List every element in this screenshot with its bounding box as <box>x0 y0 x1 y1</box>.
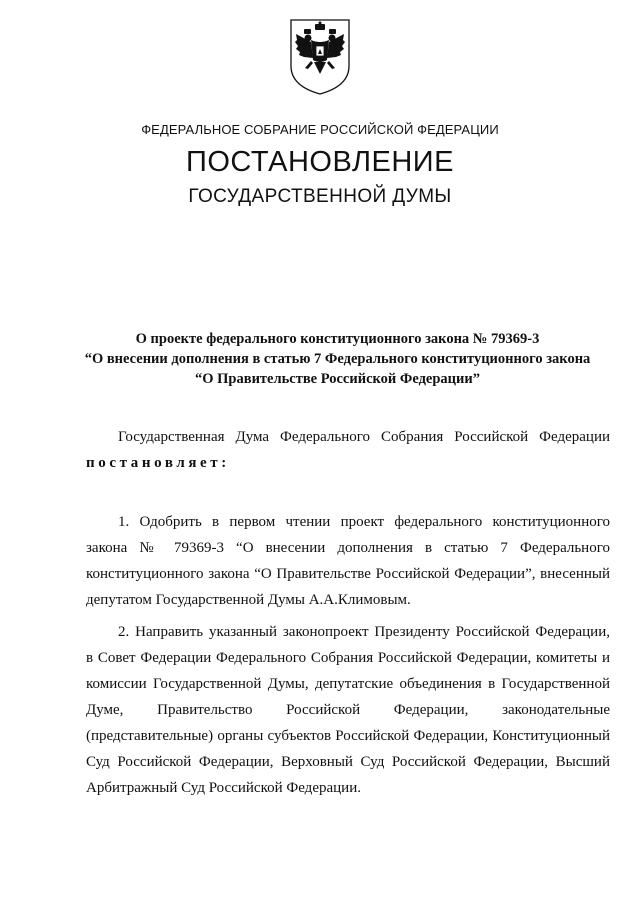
item-line: 2. Направить указанный законопроект Президенту Российской Федерации, <box>118 624 610 640</box>
resolution-subject <box>60 329 615 389</box>
subject-line: “О внесении дополнения в статью 7 Федерального конституционного закона <box>84 351 591 367</box>
resolution-items <box>86 509 610 801</box>
item-line: закона № 79369-3 “О внесении дополнения в статью 7 Федерального <box>86 540 610 556</box>
resolution-item-2 <box>86 619 610 801</box>
item-line: Арбитражный Суд Российской Федерации. <box>86 780 361 796</box>
document-type-title: ПОСТАНОВЛЕНИЕ <box>186 146 454 178</box>
item-line: (представительные) органы субъектов Российской Федерации, Конституционный <box>86 728 610 744</box>
item-line: Суд Российской Федерации, Верховный Суд Российской Федерации, Высший <box>86 754 610 770</box>
coat-of-arms-emblem-icon <box>287 14 353 98</box>
resolution-item-1 <box>86 509 610 613</box>
item-line: конституционного закона “О Правительстве Российской Федерации”, внесенный <box>86 566 610 582</box>
item-line: Думе, Правительство Российской Федерации, законодательные <box>86 702 610 718</box>
item-line: комиссии Государственной Думы, депутатские объединения в Государственной <box>86 676 610 692</box>
item-line: депутатом Государственной Думы А.А.Климовым. <box>86 592 411 608</box>
issuer-title: ГОСУДАРСТВЕННОЙ ДУМЫ <box>188 186 452 207</box>
preamble-verb: постановляет: <box>86 455 230 471</box>
subject-line: О проекте федерального конституционного закона № 79369-3 <box>135 331 540 347</box>
subject-line: “О Правительстве Российской Федерации” <box>195 371 480 387</box>
item-line: в Совет Федерации Федерального Собрания Российской Федерации, комитеты и <box>86 650 610 666</box>
preamble-text: Государственная Дума Федерального Собрания Российской Федерации <box>118 429 610 445</box>
preamble <box>86 424 610 476</box>
item-line: 1. Одобрить в первом чтении проект федерального конституционного <box>118 514 610 530</box>
organization-name: ФЕДЕРАЛЬНОЕ СОБРАНИЕ РОССИЙСКОЙ ФЕДЕРАЦИИ <box>141 122 499 137</box>
